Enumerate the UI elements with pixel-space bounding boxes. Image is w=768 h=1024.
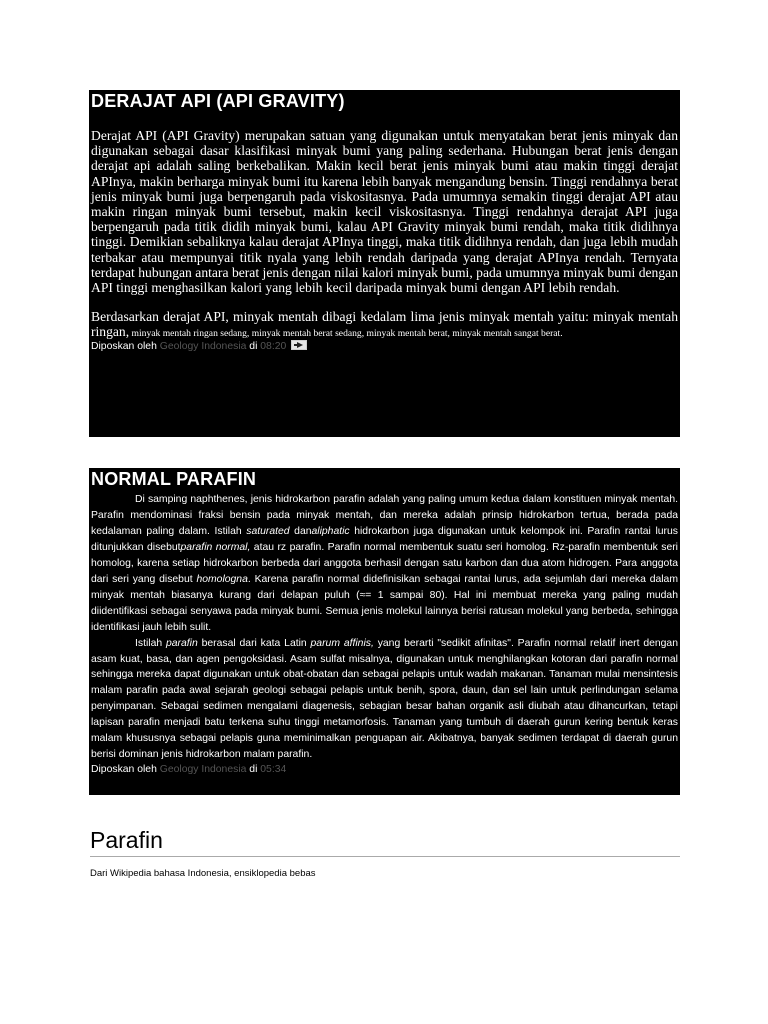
text-run: Di samping naphthenes, jenis hidrokarbon parafin adalah yang paling umum kedua dalam konstituen minyak mentah. Parafin mendominasi fraksi bensin pada minyak mentah, dan mereka adalah prinsip hidrokarbon tertua, berada pada kedalaman paling dalam. Istilah [91, 494, 678, 537]
italic-term: parum affinis, [310, 637, 374, 649]
title-divider [90, 856, 680, 857]
text-run: hidrokarbon juga digunakan untuk kelompok ini. Parafin rantai lurus ditunjukkan disebut [91, 525, 678, 553]
italic-term: saturated [246, 525, 290, 537]
post-paragraph: Derajat API (API Gravity) merupakan satuan yang digunakan untuk menyatakan berat jenis minyak dan digunakan sebagai dasar klasifikasi minyak bumi yang paling sederhana. Hubungan berat jenis dengan derajat api adalah saling berkebalikan. Makin kecil berat jenis minyak bumi atau makin tinggi derajat APInya, makin berharga minyak bumi itu karena lebih banyak mengandung bensin. Tinggi rendahnya berat jenis minyak bumi juga berpengaruh pada viskositasnya. Pada umumnya semakin tinggi derajat API atau makin ringan minyak bumi tersebut, makin kecil viskositasnya. Tinggi rendahnya derajat API juga berpengaruh pada titik didih minyak bumi, kalau API Gravity minyak bumi rendah, maka titik didihnya tinggi. Demikian sebaliknya kalau derajat APInya tinggi, maka titik didihnya rendah, dan juga lebih mudah terbakar atau mempunyai titik nyala yang lebih rendah daripada yang derajat APInya rendah. Ternyata terdapat hubungan antara berat jenis dengan nilai kalori minyak bumi, pada umumnya minyak bumi dengan API tinggi menghasilkan kalori yang lebih kecil daripada minyak bumi dengan API lebih rendah. [91, 128, 678, 296]
italic-term: aliphatic [311, 525, 350, 537]
italic-term: parafin normal, [180, 541, 251, 553]
post-footer [91, 340, 678, 353]
post-paragraph [91, 636, 678, 764]
posted-by-label: Diposkan oleh [91, 340, 160, 352]
paragraph-text-small: minyak mentah ringan sedang, minyak mentah berat sedang, minyak mentah berat, minyak mentah sangat berat. [129, 328, 563, 340]
at-label: di [246, 340, 261, 352]
timestamp-link[interactable]: 08:20 [260, 340, 287, 352]
timestamp-link[interactable]: 05:34 [260, 764, 287, 776]
italic-term: parafin [165, 637, 198, 649]
post-footer [91, 763, 678, 776]
post-title[interactable]: NORMAL PARAFIN [91, 469, 257, 489]
post-paragraph [91, 309, 678, 339]
text-run: berasal dari kata Latin [197, 637, 311, 649]
wiki-article-subtitle: Dari Wikipedia bahasa Indonesia, ensiklopedia bebas [90, 868, 316, 879]
paragraph-text-large: Berdasarkan derajat API, minyak mentah dibagi kedalam lima jenis minyak mentah yaitu: minyak mentah ringan, [91, 309, 678, 340]
blog-post-api-gravity [89, 90, 680, 437]
wiki-article-title: Parafin [90, 827, 163, 853]
author-link[interactable]: Geology Indonesia [159, 340, 247, 352]
author-link[interactable]: Geology Indonesia [159, 764, 247, 776]
at-label: di [246, 764, 261, 776]
text-run: . Karena parafin normal didefinisikan sebagai rantai lurus, ada sejumlah dari mereka dalam minyak mentah biasanya kurang dari delapan puluh (≈= 1 sampai 80). Hal ini membuat mereka yang paling mudah diidentifikasi sebagai senyawa pada minyak bumi. Semua jenis molekul lainnya berisi ratusan molekul yang berbeda, sehingga identifikasi jauh lebih sulit. [91, 573, 678, 633]
text-run: Istilah [135, 637, 166, 649]
post-title[interactable]: DERAJAT API (API GRAVITY) [91, 91, 345, 111]
share-post-icon[interactable] [291, 340, 307, 350]
italic-term: homologna [196, 573, 248, 585]
post-paragraph [91, 492, 678, 636]
blog-post-normal-parafin [89, 468, 680, 795]
posted-by-label: Diposkan oleh [91, 764, 160, 776]
text-run: atau rz parafin. Parafin normal membentuk suatu seri homolog. Rz-parafin membentuk seri homolog, karena setiap hidrokarbon berbeda dari anggota berhasil dengan satu karbon dan dua atom hidrogen. Para anggota dari seri yang disebut [91, 541, 678, 585]
text-run: yang berarti "sedikit afinitas". Parafin normal relatif inert dengan asam kuat, basa, dan agen pengoksidasi. Asam sulfat misalnya, digunakan untuk menghilangkan kotoran dari parafin normal sehingga mereka dapat digunakan untuk obat-obatan dan sebagai pelapis untuk wadah makanan. Tanaman mulai mensintesis malam parafin pada awal sejarah geologi sebagai pelapis untuk benih, spora, daun, dan sel lain untuk perlindungan selama penyimpanan. Sebagai sedimen mengalami diagenesis, sebagian besar bahan organik asli diubah atau dihancurkan, tetapi lapisan parafin menjadi batu terkena suhu tinggi metamorfosis. Tanaman yang tumbuh di daerah gurun kering bentuk keras malam khususnya sebagai pelapis guna meminimalkan penguapan air. Akibatnya, banyak sedimen terdapat di daerah gurun berisi dominan jenis hidrokarbon malam parafin. [91, 637, 678, 761]
text-run: dan [289, 525, 312, 537]
